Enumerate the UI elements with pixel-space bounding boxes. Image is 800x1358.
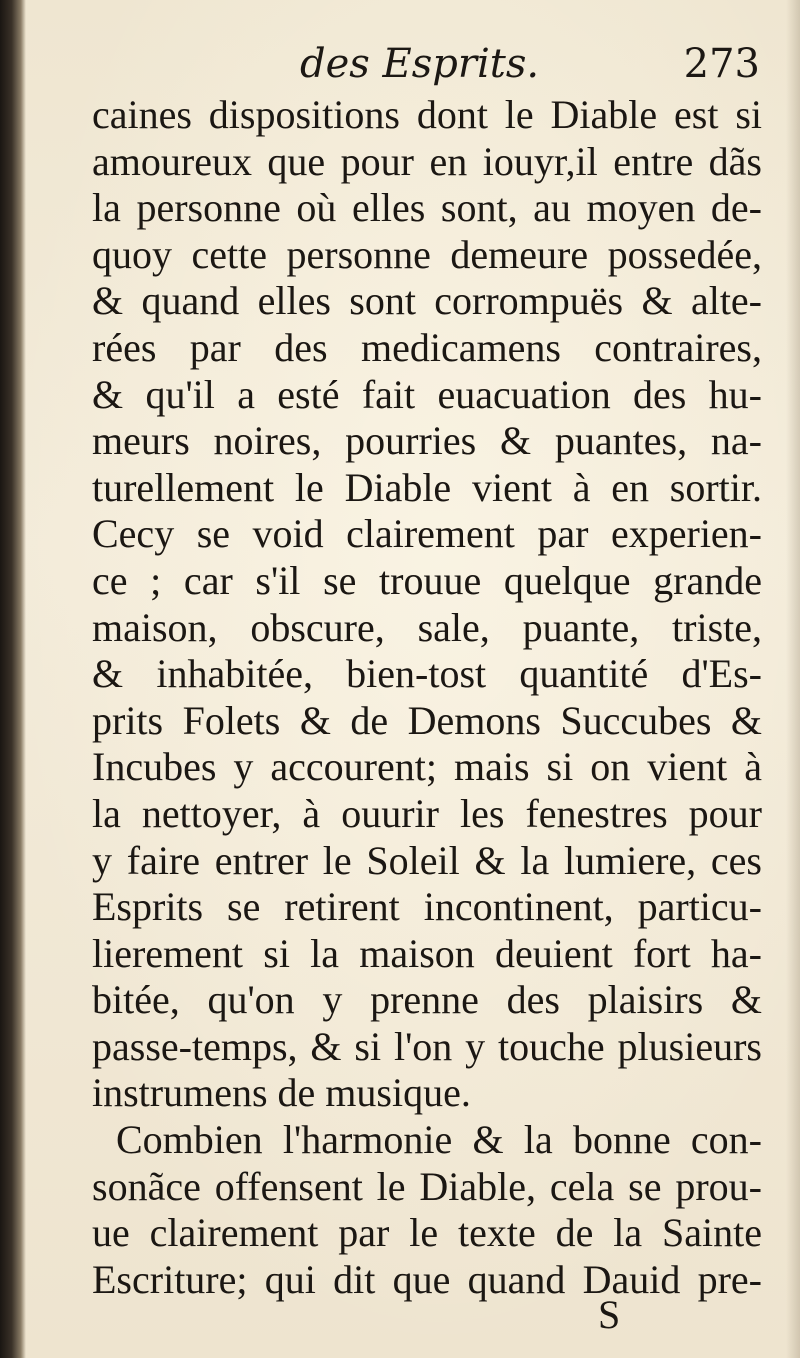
text-line: la personne où elles sont, au moyen de- [92, 185, 762, 231]
text-line: turellement le Diable vient à en sortir. [92, 464, 762, 510]
text-line: quoy cette personne demeure possedée, [92, 231, 762, 277]
text-line: rées par des medicamens contraires, [92, 324, 762, 370]
page-header [100, 36, 760, 92]
text-line: Escriture; qui dit que quand Dauid pre- [92, 1256, 762, 1302]
text-line: maison, obscure, sale, puante, triste, [92, 604, 762, 650]
text-line: sonãce offensent le Diable, cela se prou- [92, 1163, 762, 1209]
text-line: instrumens de musique. [92, 1070, 471, 1116]
text-line: Cecy se void clairement par experien- [92, 511, 762, 557]
text-line: Incubes y accourent; mais si on vient à [92, 744, 762, 790]
text-line: lierement si la maison deuient fort ha- [92, 930, 762, 976]
text-line: passe-temps, & si l'on y touche plusieurs [92, 1023, 762, 1069]
body-text [92, 92, 762, 1303]
page-edge [786, 0, 800, 1358]
text-line: amoureux que pour en iouyr,il entre dãs [92, 138, 762, 184]
text-line: y faire entrer le Soleil & la lumiere, ces [92, 837, 762, 883]
text-line: & inhabitée, bien-tost quantité d'Es- [92, 651, 762, 697]
text-line: ce ; car s'il se trouue quelque grande [92, 557, 762, 603]
text-line: ue clairement par le texte de la Sainte [92, 1210, 762, 1256]
paragraph-start-line: Combien l'harmonie & la bonne con- [116, 1117, 762, 1163]
text-line: Esprits se retirent incontinent, particu- [92, 884, 762, 930]
page-gutter [0, 0, 26, 1358]
text-line: & quand elles sont corrompuës & alte- [92, 278, 762, 324]
text-line: meurs noires, pourries & puantes, na- [92, 418, 762, 464]
text-line: caines dispositions dont le Diable est si [92, 92, 762, 137]
text-line: & qu'il a esté fait euacuation des hu- [92, 371, 762, 417]
text-line: bitée, qu'on y prenne des plaisirs & [92, 977, 762, 1023]
page-number: 273 [683, 41, 760, 87]
signature-mark: S [598, 1292, 621, 1337]
text-line: la nettoyer, à ouurir les fenestres pour [92, 790, 762, 836]
running-title: des Esprits. [300, 41, 540, 87]
text-line: prits Folets & de Demons Succubes & [92, 697, 762, 743]
